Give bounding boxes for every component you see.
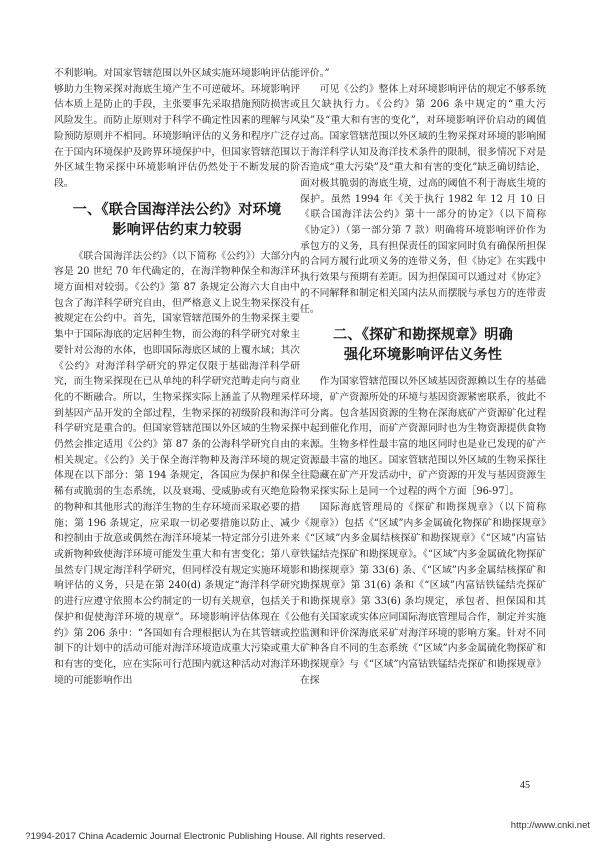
heading-line: 一、《联合国海洋法公约》对环境: [72, 201, 282, 218]
heading-line: 二、《探矿和勘探规章》明确: [333, 327, 513, 344]
section-heading-1: [54, 200, 300, 240]
paragraph: 作为国家管辖范围以外区域基因资源赖以生存的基础环境，矿产资源所处的环境与基因资源紧密联系，彼此不可分离。包含基因资源的生物在深海底矿产资源矿化过程中起到催化作用，而矿产资源同时也为生物资源提供食物来源。生物多样性最丰富的地区同时也是业已发现的矿产资源最丰富的地区。国家管辖范围以外区域的生物采探往往隐藏在矿产开发活动中，矿产资源的开发与基因资源生物采探实际上是同一个过程的两个方面［96-97］。: [300, 376, 546, 498]
paragraph: 不利影响。对国家管辖范围以外区域实施环境影响评估能够助力生物采探对海底生境产生不可逆破坏。环境影响评估本质上是防止的手段，主张要事先采取措施预防损害或风险发生。而防止原则对于科学不确定性因素的理解与风险预防原则并不相同。环境影响评估的义务和程序广泛存在于国内环境保护及跨界环境保护中，但国家管辖范围以外区域生物采探中环境影响评估仍然处于不断发展的阶段。: [54, 68, 300, 189]
footer-url[interactable]: http://www.cnki.net: [510, 820, 590, 831]
left-column: [54, 66, 300, 688]
heading-line: 影响评估约束力较弱: [112, 221, 242, 238]
paragraph: 《联合国海洋法公约》（以下简称《公约》）大部分内容是 20 世纪 70 年代确定的，在海洋物种保全和海洋环境方面相对较弱。《公约》第 87 条规定公海六大自由中包含了海洋科学研究自由，但严格意义上说生物采探没有被规定在公约中。首先，国家管辖范围外的生物采探主要集中于国际海底的定居种生物，而公海的科学研究对象主要针对公海的水体，也即国际海底区域的上覆水域；其次《公约》对海洋科学研究的界定仅限于基础海洋科学研究，而生物采探现在已从单纯的科学研究范畴走向与商业化的不断融合。所以，生物采探实际上涵盖了从物理采样到基因产品开发的全部过程，生物采探的初级阶段和海洋科学研究是重合的。但国家管辖范围以外区域的生物采探仍然会推定适用《公约》第 87 条的公海科学研究自由的相关规定。《公约》关于保全海洋物种及海洋环境的规定体现在以下部分：第 194 条规定，各国应为保护和保全稀有或脆弱的生态系统，以及衰竭、受威胁或有灭绝危险的物种和其他形式的海洋生物的生存环境而采取必要的措施；第 196 条规定，应采取一切必要措施以防止、减少和控制由于故意或偶然在海洋环境某一特定部分引进外来或新物种致使海洋环境可能发生重大和有害变化；第八章虽然专门规定海洋科学研究，但同样没有规定实施环境影响评估的义务，只是在第 240(d) 条规定“海洋科学研究的进行应遵守依照本公约制定的一切有关规章，包括关于保护和促使海洋环境的规章”。环境影响评估体现在《公约》第 206 条中：“各国如有合理根据认为在其管辖或控制下的计划中的活动可能对海洋环境造成重大污染或重大和有害的变化，应在实际可行范围内就这种活动对海洋环境的可能影响作出: [54, 250, 300, 686]
section-heading-2: [300, 325, 546, 365]
copyright-notice: ?1994-2017 China Academic Journal Electronic Publishing House. All rights reserved.: [25, 831, 386, 842]
paragraph: 国际海底管理局的《探矿和勘探规章》（以下简称《规章》）包括《“区域”内多金属硫化物探矿和勘探规章》《“区域”内多金属结核探矿和勘探规章》《“区域”内富钴铁锰结壳探矿和勘探规章》。《“区域”内多金属硫化物探矿和勘探规章》第 33(6) 条、《“区域”内多金属结核探矿和勘探规章》第 31(6) 条和《“区域”内富钴铁锰结壳探矿和勘探规章》第 33(6) 条均规定，承包者、担保国和其他有关国家或实体应同国际海底管理局合作，制定并实施监测和评价深海底采矿对海洋环境的影响方案。针对不同矿种各自不同的生态系统《“区域”内多金属硫化物探矿和勘探规章》与《“区域”内富钴铁锰结壳探矿和勘探规章》在探: [300, 501, 546, 686]
paragraph: 可见《公约》整体上对环境影响评估的规定不够系统且欠缺执行力。《公约》第 206 条中规定的“重大污染”及“重大和有害的变化”，对环境影响评价启动的阈值过高。国家管辖范围以外区域的生物采探对环境的影响囿于海洋科学认知及海洋技术条件的限制，很多情况下对是否造成“重大污染”及“重大和有害的变化”缺乏确切结论，面对极其脆弱的海底生境，过高的阈值不利于海底生境的保护。虽然 1994 年《关于执行 1982 年 12 月 10 日《联合国海洋法公约》第十一部分的协定》（以下简称《协定》）（第一部分第 7 款）明确将环境影响评价作为承包方的义务，具有担保责任的国家同时负有确保所担保的合同方履行此项义务的连带义务，但《协定》在实践中执行效果与预期有差距。因为担保国可以通过对《协定》的不同解释和制定相关国内法从而摆脱与承包方的连带责任。: [300, 83, 546, 315]
heading-line: 强化环境影响评估义务性: [343, 347, 503, 364]
paragraph: 评价。”: [300, 68, 330, 79]
footer: [20, 820, 590, 853]
right-column: [300, 66, 546, 688]
page-number: 45: [520, 780, 530, 791]
